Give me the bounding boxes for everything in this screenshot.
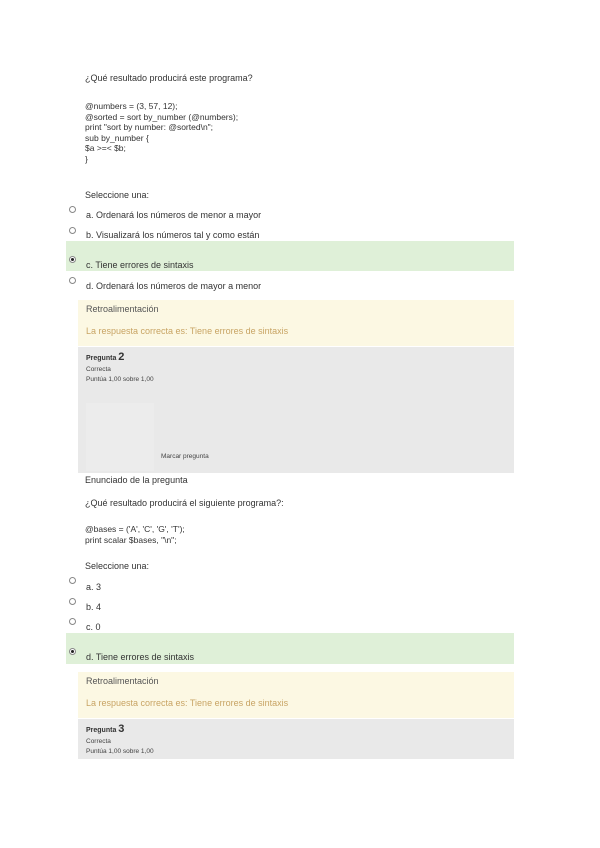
- radio-button[interactable]: [69, 227, 76, 234]
- q2-feedback-box: [78, 672, 514, 718]
- radio-button[interactable]: [69, 577, 76, 584]
- flag-question-area: [86, 403, 154, 471]
- radio-button[interactable]: [69, 277, 76, 284]
- q2-select-label: Seleccione una:: [85, 561, 150, 571]
- q3-info-box: [78, 719, 514, 759]
- radio-button-selected[interactable]: [69, 256, 76, 263]
- radio-button-selected[interactable]: [69, 648, 76, 655]
- q2-prompt: ¿Qué resultado producirá el siguiente programa?:: [85, 498, 284, 508]
- question-score: Puntúa 1,00 sobre 1,00: [86, 376, 154, 383]
- q2-statement-label: Enunciado de la pregunta: [85, 475, 188, 485]
- option-label: a. Ordenará los números de menor a mayor: [86, 210, 262, 220]
- feedback-title: Retroalimentación: [86, 304, 159, 314]
- question-number: 2: [118, 351, 125, 363]
- code-line: @numbers = (3, 57, 12);: [85, 101, 178, 111]
- q1-feedback-box: [78, 300, 514, 346]
- q2-info-box: [78, 347, 514, 473]
- feedback-title: Retroalimentación: [86, 676, 159, 686]
- question-score: Puntúa 1,00 sobre 1,00: [86, 748, 154, 755]
- option-label: c. Tiene errores de sintaxis: [86, 260, 194, 270]
- feedback-text: La respuesta correcta es: Tiene errores de sintaxis: [86, 698, 289, 708]
- option-label: d. Ordenará los números de mayor a menor: [86, 281, 262, 291]
- option-label: a. 3: [86, 582, 102, 592]
- code-line: @sorted = sort by_number (@numbers);: [85, 111, 239, 122]
- radio-button[interactable]: [69, 598, 76, 605]
- question-status: Correcta: [86, 366, 111, 373]
- q1-code-block: [85, 101, 238, 164]
- radio-button[interactable]: [69, 618, 76, 625]
- option-label: b. 4: [86, 602, 102, 612]
- option-label: c. 0: [86, 622, 101, 632]
- option-label: d. Tiene errores de sintaxis: [86, 652, 195, 662]
- question-label: [86, 351, 124, 363]
- code-line: sub by_number {: [85, 132, 149, 143]
- flag-question-link[interactable]: Marcar pregunta: [161, 453, 209, 460]
- code-line: print "sort by number: @sorted\n";: [85, 122, 214, 132]
- question-label: [86, 723, 124, 735]
- question-status: Correcta: [86, 738, 111, 745]
- q1-prompt: ¿Qué resultado producirá este programa?: [85, 73, 253, 83]
- code-line: }: [85, 153, 88, 164]
- code-line: print scalar $bases, "\n";: [85, 534, 177, 545]
- question-word: Pregunta: [86, 355, 117, 362]
- feedback-text: La respuesta correcta es: Tiene errores de sintaxis: [86, 326, 289, 336]
- q2-code-block: [85, 524, 185, 545]
- option-label: b. Visualizará los números tal y como están: [86, 230, 260, 240]
- q1-select-label: Seleccione una:: [85, 190, 150, 200]
- question-number: 3: [118, 723, 125, 735]
- code-line: $a >=< $b;: [85, 143, 126, 153]
- code-line: @bases = ('A', 'C', 'G', 'T');: [85, 524, 185, 534]
- radio-button[interactable]: [69, 206, 76, 213]
- question-word: Pregunta: [86, 727, 117, 734]
